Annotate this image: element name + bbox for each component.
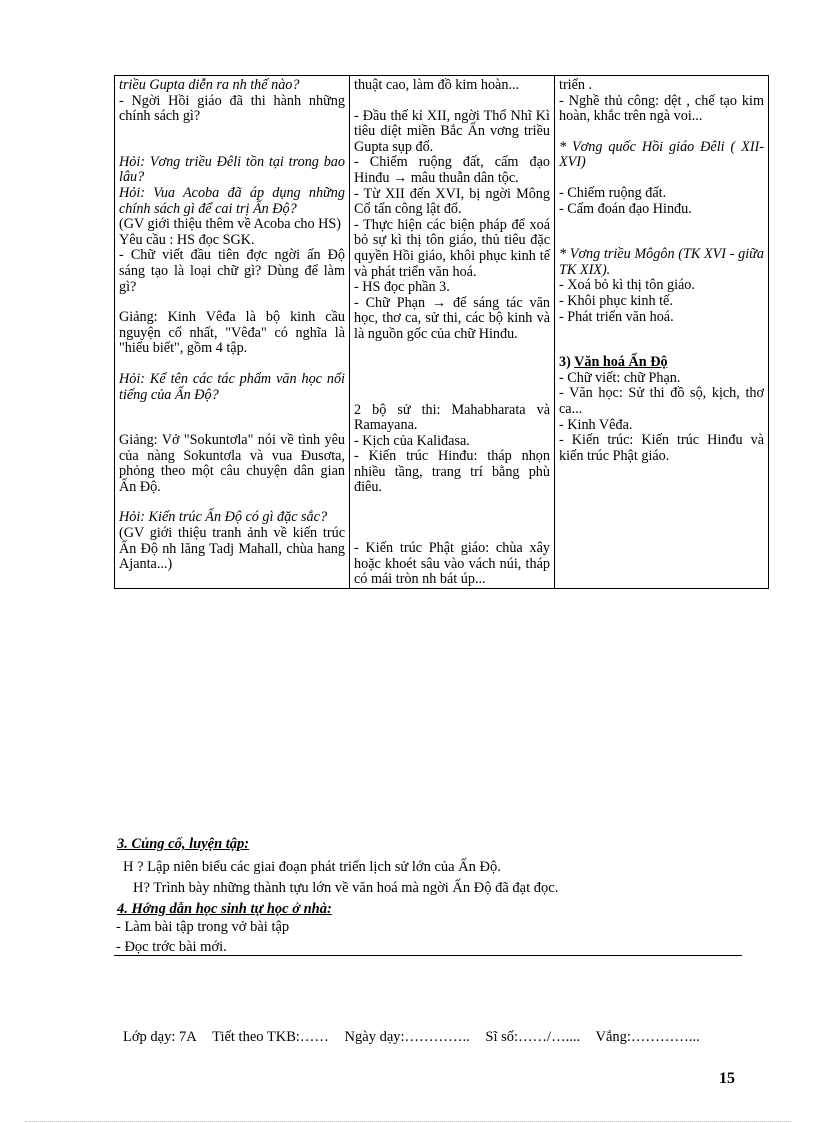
cell-spacer xyxy=(354,343,550,403)
col1-paragraph: (GV giới thiệu thêm về Acoba cho HS) xyxy=(119,216,341,233)
col3-paragraph: * Vơng triều Môgôn (TK XVI - giữa TK XIX). xyxy=(559,246,764,278)
col1-paragraph: Giảng: Vở "Sokuntơla" nói về tình yêu của nàng Sokuntơla và vua Đusơta, phỏng theo một câu chuyện dân gian Ấn Độ. xyxy=(119,432,345,495)
footer-attendance: Sĩ số:……/….... xyxy=(485,1029,581,1045)
section4-line-1: - Làm bài tập trong vở bài tập xyxy=(116,919,290,935)
cell-spacer xyxy=(559,125,764,140)
col3-paragraph: * Vơng quốc Hồi giáo Đêli ( XII- XVI) xyxy=(559,138,764,171)
cell-spacer xyxy=(559,217,764,247)
col1-paragraph: Hỏi: Kiến trúc Ấn Độ có gì đặc sắc? xyxy=(119,509,328,526)
col3-paragraph: triển . xyxy=(559,77,593,93)
col3-paragraph: - Khôi phục kinh tế. xyxy=(559,292,673,309)
col2-paragraph: - Chữ Phạn → để sáng tác văn học, thơ ca, sử thi, các bộ kinh và là nguồn gốc của chữ Hinđu. xyxy=(354,294,550,342)
section3-heading: 3. Củng cố, luyện tập: xyxy=(117,836,250,852)
col1-paragraph: Hỏi: Vơng triều Đêli tồn tại trong bao lâu? xyxy=(119,153,345,186)
section-number: 3) xyxy=(559,354,575,371)
col3-paragraph: - Nghề thủ công: dệt , chế tạo kim hoàn, khắc trên ngà voi... xyxy=(559,92,764,125)
col3-paragraph: - Kinh Vêđa. xyxy=(559,416,633,433)
col3-paragraph: - Cấm đoán đạo Hinđu. xyxy=(559,200,692,217)
col2-paragraph: - Chiếm ruộng đất, cấm đạo Hinđu → mâu thuẫn dân tộc. xyxy=(354,154,550,186)
footer-date: Ngày dạy:………….. xyxy=(344,1029,470,1045)
col1-paragraph: Giảng: Kinh Vêđa là bộ kinh cầu nguyện cổ nhất, "Vêđa" có nghĩa là "hiểu biết", gồm 4 tập. xyxy=(119,309,345,357)
section4-heading: 4. Hớng dẫn học sinh tự học ở nhà: xyxy=(117,901,332,917)
col3-paragraph: - Phát triển văn hoá. xyxy=(559,308,674,325)
section3-line-2: H? Trình bày những thành tựu lớn về văn hoá mà ngời Ấn Độ đã đạt đọc. xyxy=(133,880,559,896)
col1-paragraph: Hỏi: Vua Acoba đã áp dụng những chính sách gì để cai trị Ấn Độ? xyxy=(119,184,345,217)
cell-spacer xyxy=(354,94,550,109)
student-activity-cell xyxy=(350,76,555,589)
cell-spacer xyxy=(119,295,345,310)
col2-paragraph: - Thực hiện các biện pháp để xoá bỏ sự kì thị tôn giáo, thủ tiêu đặc quyền Hồi giáo, khôi phục kinh tế và phát triển văn hoá. xyxy=(354,216,550,280)
footer-absent: Vắng:…………... xyxy=(595,1029,700,1045)
col1-paragraph: Yêu cầu : HS đọc SGK. xyxy=(119,231,255,248)
footer-class: Lớp dạy: 7A xyxy=(123,1029,197,1045)
horizontal-rule xyxy=(114,955,742,956)
col3-paragraph xyxy=(559,355,764,371)
col2-paragraph: 2 bộ sử thi: Mahabharata và Ramayana. xyxy=(354,401,550,434)
col2-paragraph: - HS đọc phần 3. xyxy=(354,279,450,296)
cell-spacer xyxy=(354,496,550,541)
col1-paragraph: triều Gupta diễn ra nh thế nào? xyxy=(119,77,300,93)
section-title: Văn hoá Ấn Độ xyxy=(574,354,668,371)
cell-spacer xyxy=(119,357,345,372)
col3-paragraph: - Chiếm ruộng đất. xyxy=(559,184,667,201)
col2-paragraph: - Kịch của Kaliđasa. xyxy=(354,432,470,449)
col2-paragraph: - Kiến trúc Hinđu: tháp nhọn nhiều tầng, trang trí bằng phù điêu. xyxy=(354,448,550,496)
col2-paragraph: thuật cao, làm đồ kim hoàn... xyxy=(354,77,520,93)
col3-paragraph: - Chữ viết: chữ Phạn. xyxy=(559,369,681,386)
cell-spacer xyxy=(119,125,345,155)
page-bottom-border xyxy=(25,1121,791,1122)
col3-paragraph: - Kiến trúc: Kiến trúc Hinđu và kiến trúc Phật giáo. xyxy=(559,432,764,464)
col1-paragraph: - Chữ viết đầu tiên đợc ngời ấn Độ sáng tạo là loại chữ gì? Dùng để làm gì? xyxy=(119,247,345,295)
page-number: 15 xyxy=(719,1070,735,1087)
col1-paragraph: - Ngời Hồi giáo đã thi hành những chính sách gì? xyxy=(119,92,345,125)
content-cell xyxy=(555,76,769,589)
section4-line-2: - Đọc trớc bài mới. xyxy=(116,939,227,955)
col2-paragraph: - Đầu thế kỉ XII, ngời Thổ Nhĩ Kì tiêu diệt miền Bắc Ấn vơng triều Gupta sụp đổ. xyxy=(354,107,550,155)
col3-paragraph: - Văn học: Sử thi đồ sộ, kịch, thơ ca... xyxy=(559,385,764,417)
lesson-footer xyxy=(123,1029,712,1046)
col2-paragraph: - Kiến trúc Phật giáo: chùa xây hoặc khoét sâu vào vách núi, tháp có mái tròn nh bát úp... xyxy=(354,540,550,588)
col3-paragraph: - Xoá bỏ kì thị tôn giáo. xyxy=(559,277,695,294)
footer-period: Tiết theo TKB:…… xyxy=(212,1029,329,1045)
teacher-activity-cell xyxy=(115,76,350,589)
table-row xyxy=(115,76,769,589)
col2-paragraph: - Từ XII đến XVI, bị ngời Mông Cổ tấn công lật đổ. xyxy=(354,185,550,218)
col1-paragraph: (GV giới thiệu tranh ảnh về kiến trúc Ấn Độ nh lăng Tadj Mahall, chùa hang Ajanta...) xyxy=(119,525,345,573)
cell-spacer xyxy=(119,403,345,433)
col1-paragraph: Hỏi: Kể tên các tác phẩm văn học nổi tiếng của Ấn Độ? xyxy=(119,370,345,403)
lesson-table xyxy=(114,75,769,589)
cell-spacer xyxy=(559,171,764,186)
section3-line-1: H ? Lập niên biểu các giai đoạn phát triển lịch sử lớn của Ấn Độ. xyxy=(123,859,501,875)
cell-spacer xyxy=(559,325,764,355)
